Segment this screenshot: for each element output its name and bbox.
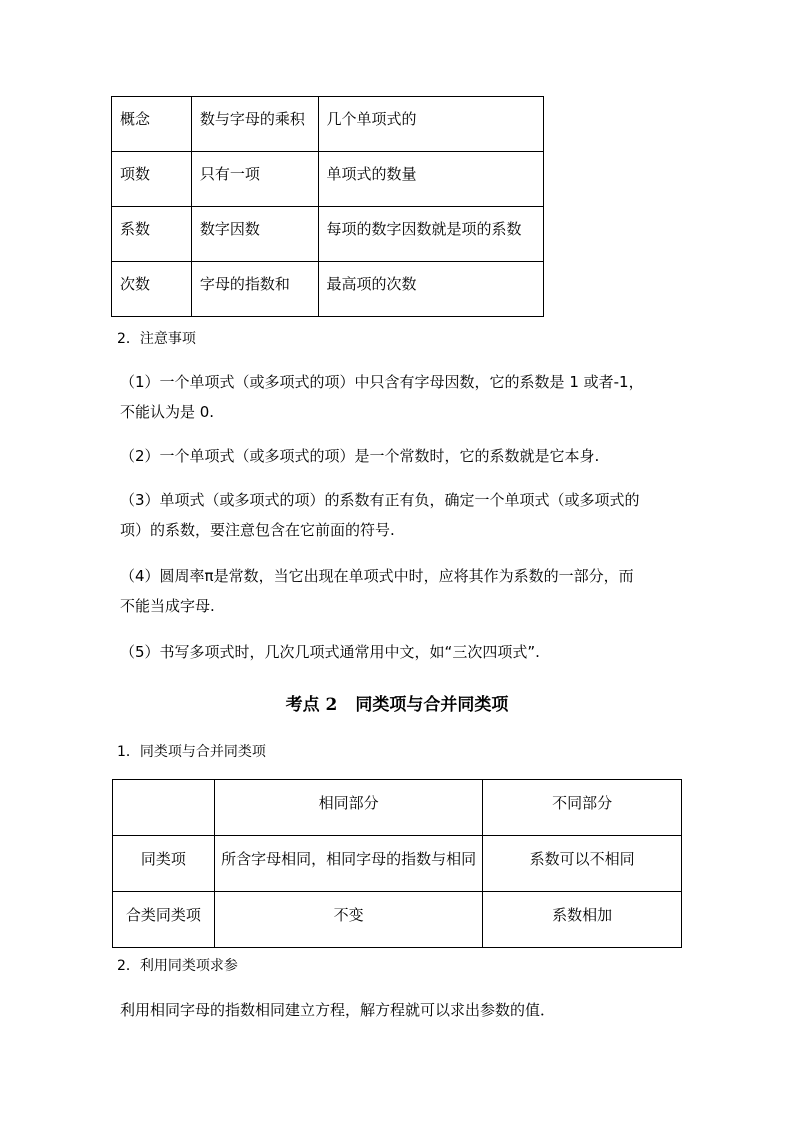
table-cell: 最高项的次数 [318,262,543,317]
note-line: （4）圆周率π是常数，当它出现在单项式中时，应将其作为系数的一部分，而 [120,567,634,585]
note-line: （5）书写多项式时，几次几项式通常用中文，如“三次四项式”. [120,643,540,661]
table-header-cell: 相同部分 [214,780,483,836]
note-line: 不能认为是 0. [120,403,215,421]
table-header-cell: 不同部分 [483,780,682,836]
table-cell: 项数 [112,152,192,207]
note-line: 项）的系数，要注意包含在它前面的符号. [120,521,395,539]
like-terms-table [112,779,682,948]
table-row [113,892,682,948]
table-cell: 系数相加 [483,892,682,948]
table-cell: 几个单项式的 [318,97,543,152]
params-paragraph: 利用相同字母的指数相同建立方程，解方程就可以求出参数的值． [120,1001,556,1019]
table-cell: 同类项 [113,836,215,892]
table-cell: 所含字母相同，相同字母的指数与相同 [214,836,483,892]
table-row [112,152,544,207]
section-title-text: 同类项与合并同类项 [355,695,509,715]
table-header-row [113,780,682,836]
table-cell: 数与字母的乘积 [191,97,318,152]
table-row [112,97,544,152]
like-terms-heading: 1．同类项与合并同类项 [117,744,266,760]
table-row [112,207,544,262]
table-cell: 字母的指数和 [191,262,318,317]
table-cell [113,780,215,836]
table-cell: 不变 [214,892,483,948]
note-line: （1）一个单项式（或多项式的项）中只含有字母因数，它的系数是 1 或者-1， [120,373,644,391]
table-cell: 系数可以不相同 [483,836,682,892]
notes-heading: 2．注意事项 [117,331,196,347]
table-cell: 次数 [112,262,192,317]
section-title [0,690,794,715]
table-cell: 概念 [112,97,192,152]
table-cell: 单项式的数量 [318,152,543,207]
table-cell: 每项的数字因数就是项的系数 [318,207,543,262]
table-row [113,836,682,892]
table-cell: 合类同类项 [113,892,215,948]
note-line: （2）一个单项式（或多项式的项）是一个常数时，它的系数就是它本身. [120,447,600,465]
table-row [112,262,544,317]
params-heading: 2．利用同类项求参 [117,958,238,974]
note-line: 不能当成字母. [120,597,215,615]
table-cell: 系数 [112,207,192,262]
polynomial-concept-table [111,96,544,317]
table-cell: 只有一项 [191,152,318,207]
table-cell: 数字因数 [191,207,318,262]
section-title-label: 考点 2 [285,695,338,715]
note-line: （3）单项式（或多项式的项）的系数有正有负，确定一个单项式（或多项式的 [120,491,640,509]
